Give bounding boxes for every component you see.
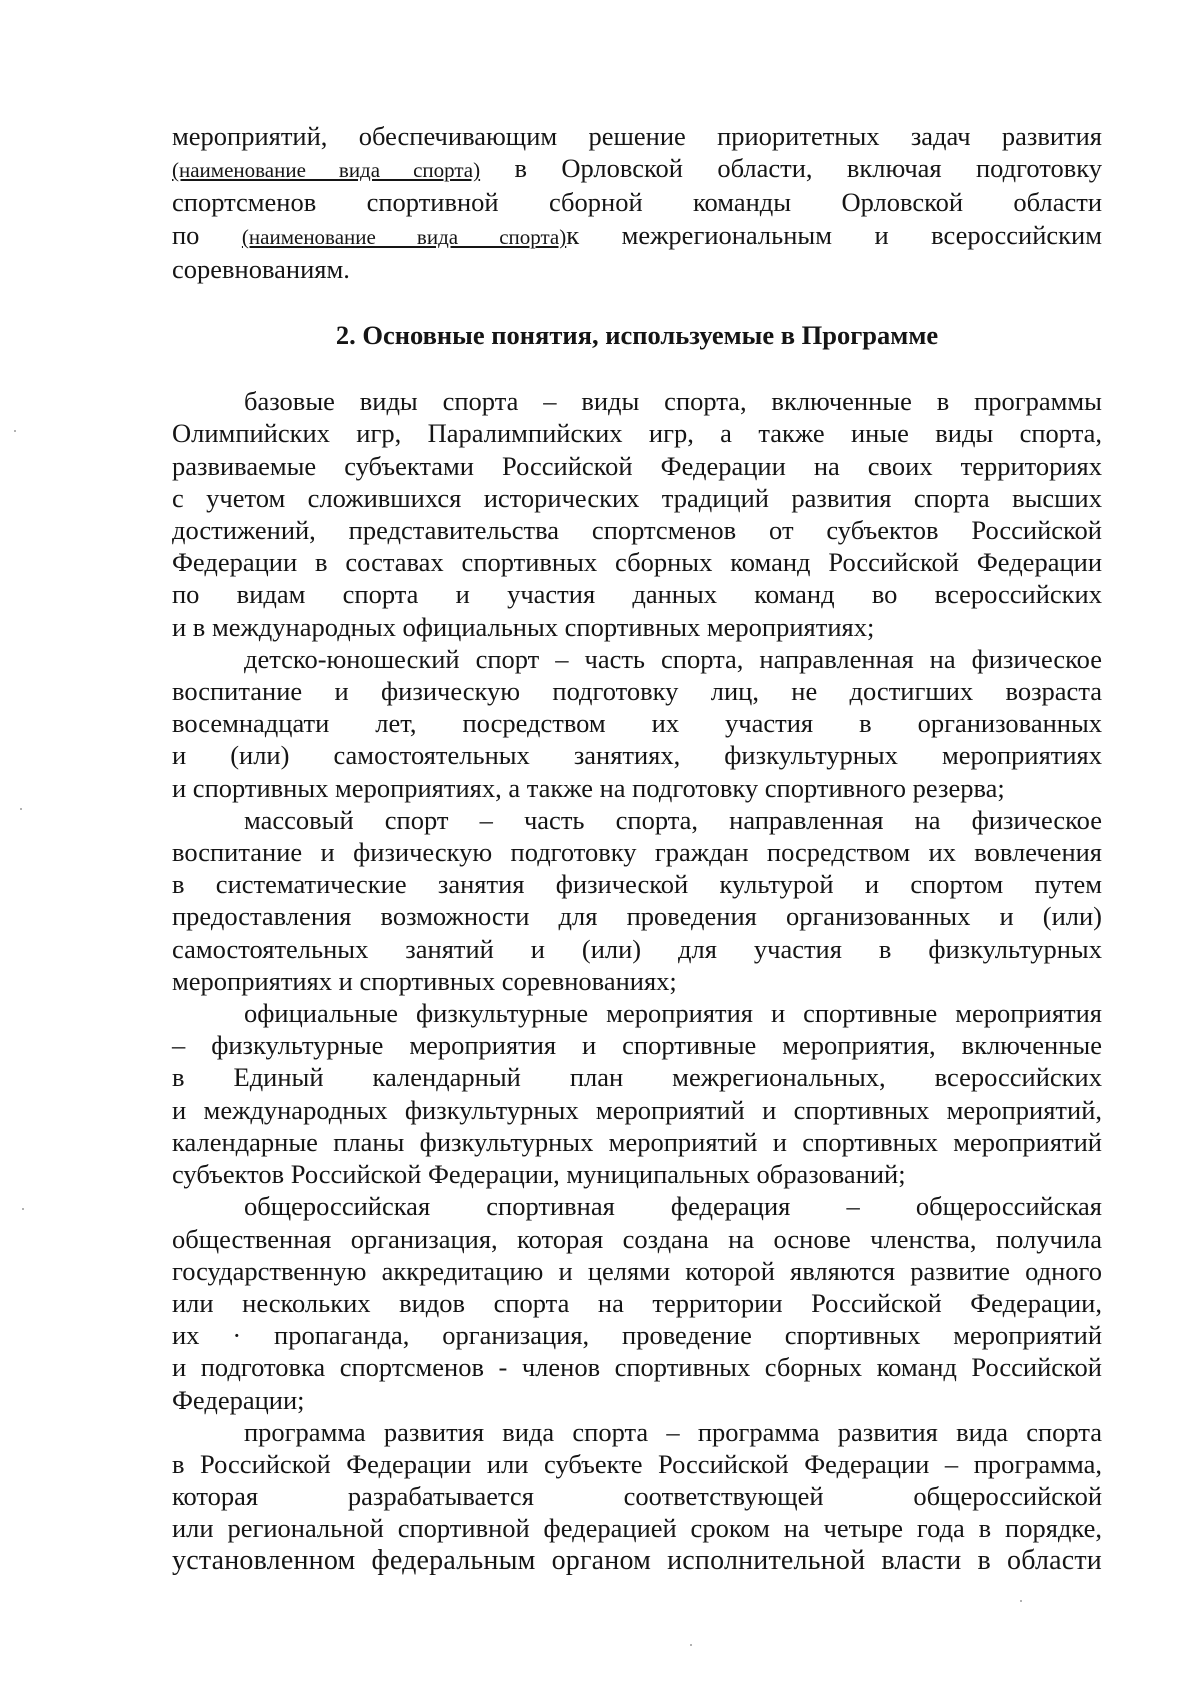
text-line: и подготовка спортсменов - членов спортивных сборных команд Российской: [172, 1352, 1102, 1383]
text-line: их · пропаганда, организация, проведение спортивных мероприятий: [172, 1320, 1102, 1351]
intro-paragraph: [172, 120, 1102, 285]
text-line: мероприятий, обеспечивающим решение приоритетных задач развития: [172, 121, 1102, 151]
text-line: Олимпийских игр, Паралимпийских игр, а также иные виды спорта,: [172, 418, 1102, 449]
text-line: с учетом сложившихся исторических традиций развития спорта высших: [172, 482, 1102, 513]
text-line: восемнадцати лет, посредством их участия в организованных: [172, 708, 1102, 739]
text-line: Федерации в составах спортивных сборных команд Российской Федерации: [172, 547, 1102, 578]
text-line: и международных физкультурных мероприятий и спортивных мероприятий,: [172, 1094, 1102, 1125]
text-line: календарные планы физкультурных мероприятий и спортивных мероприятий: [172, 1126, 1102, 1157]
text-line: установленном федеральным органом исполнительной власти в области: [172, 1544, 1102, 1576]
text-line: общероссийская спортивная федерация – общероссийская: [244, 1191, 1102, 1222]
definition-paragraph: [172, 385, 1102, 643]
scan-speck: [690, 1644, 692, 1646]
text-line: по видам спорта и участия данных команд во всероссийских: [172, 579, 1102, 610]
text-line: воспитание и физическую подготовку граждан посредством их вовлечения: [172, 837, 1102, 868]
text-line: массовый спорт – часть спорта, направленная на физическое: [244, 804, 1102, 835]
text-line: в систематические занятия физической культурой и спортом путем: [172, 869, 1102, 900]
text-line: (наименование вида спорта) в Орловской области, включая подготовку: [172, 153, 1102, 184]
scan-speck: [14, 430, 16, 432]
text-line: Федерации;: [172, 1384, 305, 1415]
text-line: субъектов Российской Федерации, муниципальных образований;: [172, 1159, 906, 1190]
text-line: соревнованиям.: [172, 253, 350, 284]
scan-speck: [1020, 1600, 1022, 1602]
text-line: или региональной спортивной федерацией сроком на четыре года в порядке,: [172, 1513, 1102, 1544]
underlined-placeholder: (наименование вида спорта): [241, 224, 567, 249]
text-line: базовые виды спорта – виды спорта, включенные в программы: [244, 386, 1102, 417]
text-line: самостоятельных занятий и (или) для участия в физкультурных: [172, 933, 1102, 964]
underlined-placeholder: (наименование вида спорта): [172, 158, 481, 183]
text-line: мероприятиях и спортивных соревнованиях;: [172, 965, 677, 996]
text-line: по (наименование вида спорта)к межрегиональным и всероссийским: [172, 219, 1102, 250]
text-line: государственную аккредитацию и целями которой являются развитие одного: [172, 1255, 1102, 1286]
text-line: которая разрабатывается соответствующей общероссийской: [172, 1481, 1102, 1512]
text-line: и (или) самостоятельных занятиях, физкультурных мероприятиях: [172, 740, 1102, 771]
text-line: предоставления возможности для проведения организованных и (или): [172, 901, 1102, 932]
definition-paragraph: [172, 643, 1102, 804]
scan-speck: [22, 1208, 24, 1210]
document-page: [172, 120, 1102, 1577]
text-line: развиваемые субъектами Российской Федерации на своих территориях: [172, 450, 1102, 481]
text-line: и спортивных мероприятиях, а также на подготовку спортивного резерва;: [172, 772, 1005, 803]
definition-paragraph: [172, 997, 1102, 1190]
text-line: достижений, представительства спортсменов от субъектов Российской: [172, 515, 1102, 546]
text-line: воспитание и физическую подготовку лиц, не достигших возраста: [172, 676, 1102, 707]
definition-paragraph: [172, 804, 1102, 997]
definition-paragraph: [172, 1416, 1102, 1577]
text-line: детско-юношеский спорт – часть спорта, направленная на физическое: [244, 643, 1102, 674]
text-line: общественная организация, которая создана на основе членства, получила: [172, 1223, 1102, 1254]
text-line: в Российской Федерации или субъекте Российской Федерации – программа,: [172, 1448, 1102, 1479]
text-line: и в международных официальных спортивных мероприятиях;: [172, 611, 875, 642]
text-line: спортсменов спортивной сборной команды Орловской области: [172, 187, 1102, 218]
text-line: официальные физкультурные мероприятия и спортивные мероприятия: [244, 998, 1102, 1029]
scan-speck: [20, 808, 22, 810]
definition-paragraph: [172, 1190, 1102, 1415]
text-line: или нескольких видов спорта на территории Российской Федерации,: [172, 1287, 1102, 1318]
text-line: – физкультурные мероприятия и спортивные мероприятия, включенные: [172, 1030, 1102, 1061]
text-line: в Единый календарный план межрегиональных, всероссийских: [172, 1062, 1102, 1093]
text-line: программа развития вида спорта – программа развития вида спорта: [244, 1416, 1102, 1447]
section-heading: 2. Основные понятия, используемые в Программе: [335, 320, 939, 351]
definitions-list: [172, 385, 1102, 1577]
